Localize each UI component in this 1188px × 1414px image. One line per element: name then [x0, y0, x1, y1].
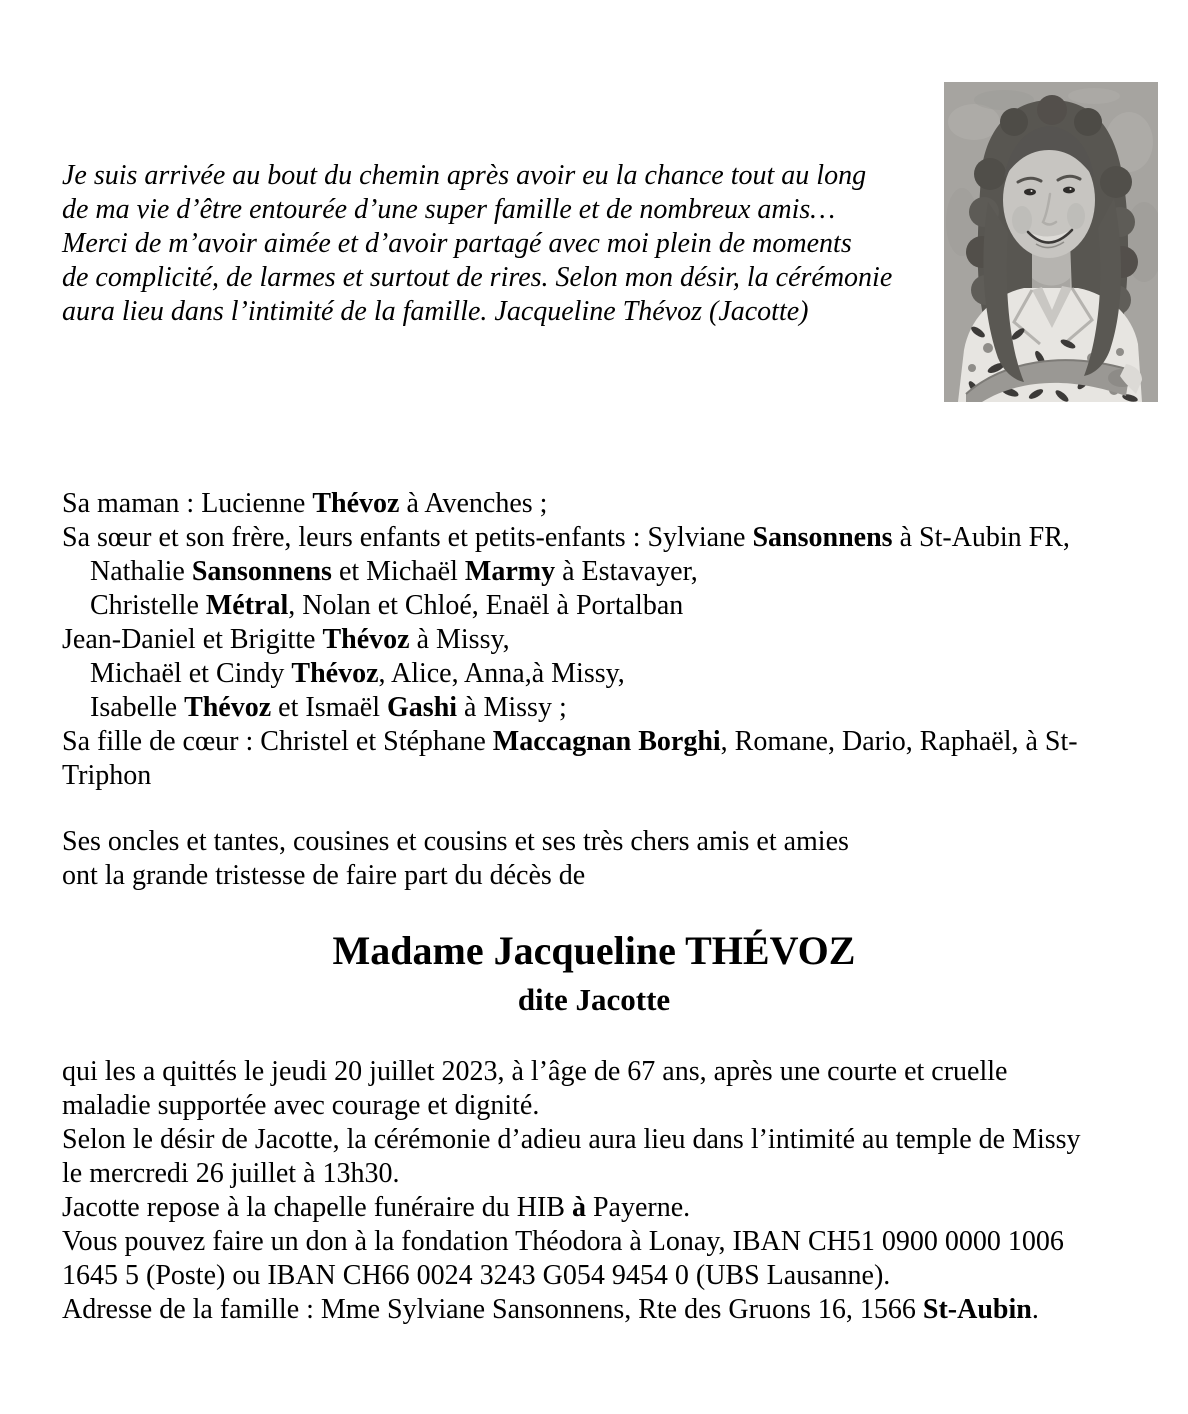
text-segment-bold: Métral	[205, 590, 289, 621]
text-line	[62, 1225, 1152, 1259]
text-line	[62, 227, 932, 261]
text-segment: , Romane, Dario, Raphaël, à St-	[720, 726, 1078, 757]
text-segment: Isabelle	[90, 692, 185, 723]
ceremony-details	[62, 1055, 1152, 1327]
text-line	[62, 487, 1132, 521]
text-line	[62, 1089, 1152, 1123]
text-segment: ont la grande tristesse de faire part du décès de	[62, 860, 586, 891]
text-segment: à St-Aubin FR,	[892, 522, 1070, 553]
text-segment: qui les a quittés le jeudi 20 juillet 2023, à l’âge de 67 ans, après une courte et cruelle	[62, 1056, 1008, 1087]
text-line	[62, 1191, 1152, 1225]
text-line	[62, 859, 1132, 893]
text-segment: , Nolan et Chloé, Enaël à Portalban	[288, 590, 684, 621]
memorial-quote	[62, 159, 932, 329]
text-segment: et Ismaël	[271, 692, 388, 723]
text-segment: Triphon	[62, 760, 152, 791]
text-segment: .	[1031, 1294, 1039, 1325]
announcement-text	[62, 825, 1132, 893]
text-segment: Je suis arrivée au bout du chemin après avoir eu la chance tout au long	[62, 160, 867, 191]
text-segment-bold: à	[571, 1192, 586, 1223]
text-line	[62, 555, 1132, 589]
text-segment: Sa fille de cœur : Christel et Stéphane	[62, 726, 493, 757]
text-segment-bold: Thévoz	[184, 692, 272, 723]
text-segment-bold: Maccagnan Borghi	[492, 726, 721, 757]
text-segment: à Estavayer,	[555, 556, 698, 587]
text-line	[62, 657, 1132, 691]
text-segment: Sa sœur et son frère, leurs enfants et petits-enfants : Sylviane	[62, 522, 753, 553]
text-segment: Jean-Daniel et Brigitte	[62, 624, 323, 655]
text-segment: Michaël et Cindy	[90, 658, 292, 689]
text-segment: à Missy ;	[457, 692, 567, 723]
text-segment-bold: Sansonnens	[752, 522, 893, 553]
text-segment: Jacotte repose à la chapelle funéraire du HIB	[62, 1192, 572, 1223]
text-line	[62, 725, 1132, 759]
text-line	[62, 159, 932, 193]
text-line	[62, 295, 932, 329]
portrait-photo	[944, 82, 1158, 402]
text-line	[62, 521, 1132, 555]
text-segment: Adresse de la famille : Mme Sylviane Sansonnens, Rte des Gruons 16, 1566	[62, 1294, 923, 1325]
text-line	[62, 261, 932, 295]
text-line	[62, 1055, 1152, 1089]
text-line	[62, 623, 1132, 657]
text-segment: Merci de m’avoir aimée et d’avoir partagé avec moi plein de moments	[62, 228, 852, 259]
deceased-name: Madame Jacqueline THÉVOZ	[332, 928, 856, 973]
text-segment-bold: Sansonnens	[191, 556, 332, 587]
text-segment: Selon le désir de Jacotte, la cérémonie d’adieu aura lieu dans l’intimité au temple de Missy	[62, 1124, 1081, 1155]
text-segment: Christelle	[90, 590, 206, 621]
text-line	[62, 1123, 1152, 1157]
text-segment: de ma vie d’être entourée d’une super famille et de nombreux amis…	[62, 194, 836, 225]
text-segment: Ses oncles et tantes, cousines et cousins et ses très chers amis et amies	[62, 826, 849, 857]
text-line	[62, 1259, 1152, 1293]
text-line	[62, 691, 1132, 725]
text-segment: à Missy,	[409, 624, 510, 655]
text-segment-bold: St-Aubin	[922, 1294, 1032, 1325]
text-segment: 1645 5 (Poste) ou IBAN CH66 0024 3243 G054 9454 0 (UBS Lausanne).	[62, 1260, 891, 1291]
family-list	[62, 487, 1132, 793]
text-segment-bold: Thévoz	[322, 624, 410, 655]
text-segment: et Michaël	[331, 556, 465, 587]
text-line	[62, 1157, 1152, 1191]
text-segment: maladie supportée avec courage et dignité.	[62, 1090, 540, 1121]
text-segment: le mercredi 26 juillet à 13h30.	[62, 1158, 400, 1189]
text-segment-bold: Thévoz	[312, 488, 400, 519]
text-segment: aura lieu dans l’intimité de la famille. Jacqueline Thévoz (Jacotte)	[62, 296, 809, 327]
text-segment-bold: Gashi	[387, 692, 458, 723]
text-line	[62, 1293, 1152, 1327]
text-segment: Sa maman : Lucienne	[62, 488, 313, 519]
text-segment-bold: Marmy	[464, 556, 556, 587]
text-segment: de complicité, de larmes et surtout de rires. Selon mon désir, la cérémonie	[62, 262, 893, 293]
text-segment: à Avenches ;	[399, 488, 548, 519]
portrait-illustration	[944, 82, 1158, 402]
text-line	[62, 759, 1132, 793]
text-line	[62, 589, 1132, 623]
text-line	[62, 825, 1132, 859]
text-segment: , Alice, Anna,à Missy,	[378, 658, 625, 689]
text-segment: Payerne.	[585, 1192, 691, 1223]
text-line	[62, 193, 932, 227]
text-segment: Vous pouvez faire un don à la fondation Théodora à Lonay, IBAN CH51 0900 0000 1006	[62, 1226, 1064, 1257]
deceased-nickname: dite Jacotte	[517, 982, 671, 1017]
text-segment: Nathalie	[90, 556, 192, 587]
text-segment-bold: Thévoz	[291, 658, 379, 689]
